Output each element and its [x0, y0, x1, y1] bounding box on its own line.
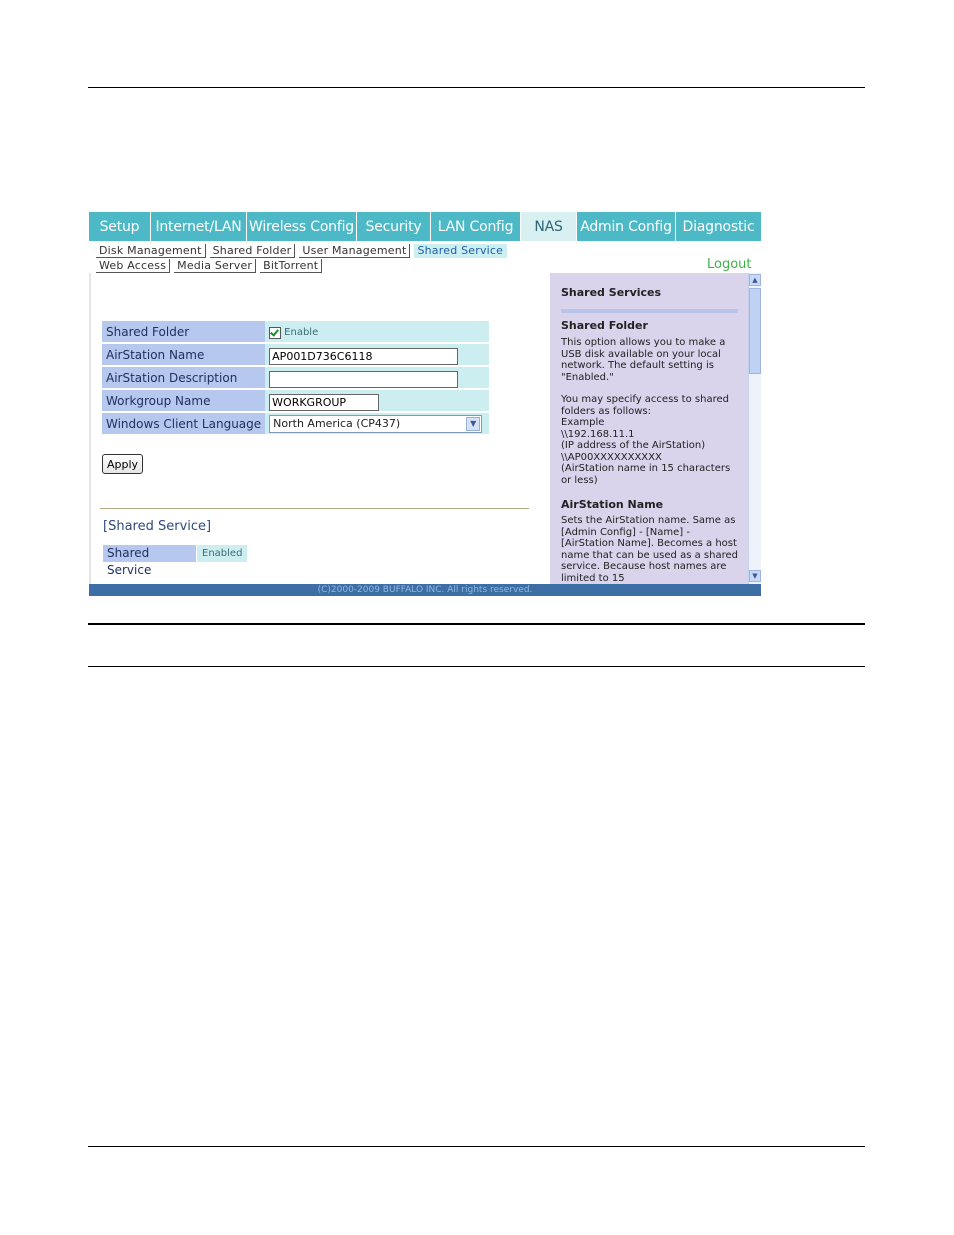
- help-separator: [561, 309, 738, 313]
- copyright-footer: (C)2000-2009 BUFFALO INC. All rights reserved.: [89, 584, 761, 596]
- subnav-row-2: [96, 259, 322, 273]
- subtab-disk-management[interactable]: Disk Management: [96, 244, 206, 258]
- client-language-selected: North America (CP437): [273, 417, 401, 430]
- airstation-name-label: AirStation Name: [102, 344, 265, 365]
- form-row-shared-folder: [102, 321, 489, 342]
- subtab-web-access[interactable]: Web Access: [96, 259, 170, 273]
- caption-bottom-rule: [88, 666, 865, 667]
- tab-setup[interactable]: Setup: [89, 212, 151, 241]
- shared-folder-label: Shared Folder: [102, 321, 265, 342]
- logout-link[interactable]: Logout: [707, 257, 752, 272]
- tab-internet-lan[interactable]: Internet/LAN: [151, 212, 247, 241]
- client-language-select[interactable]: [269, 415, 482, 433]
- chevron-down-icon[interactable]: ▼: [466, 417, 480, 431]
- airstation-description-input[interactable]: [269, 371, 458, 388]
- form-row-airstation-description: [102, 367, 489, 388]
- scroll-down-icon[interactable]: ▼: [749, 570, 761, 582]
- help-heading-shared-folder: Shared Folder: [561, 319, 648, 332]
- section-divider: [100, 508, 529, 509]
- tab-security[interactable]: Security: [357, 212, 431, 241]
- apply-button[interactable]: Apply: [102, 454, 143, 474]
- top-nav: [89, 212, 761, 241]
- help-panel: [550, 273, 748, 584]
- airstation-description-cell: [265, 367, 489, 388]
- tab-wireless-config[interactable]: Wireless Config: [247, 212, 357, 241]
- client-language-label: Windows Client Language: [102, 413, 265, 434]
- workgroup-name-input[interactable]: [269, 394, 379, 411]
- shared-service-status-label: Shared Service: [103, 545, 196, 562]
- help-text-airstation-name: Sets the AirStation name. Same as [Admin Config] - [Name] - [AirStation Name]. Becomes a host name that can be used as a shared service. Because host names are limited to 15: [561, 515, 738, 584]
- scrollbar-thumb[interactable]: [749, 288, 761, 374]
- airstation-name-input[interactable]: [269, 348, 458, 365]
- shared-service-status-value: Enabled: [197, 545, 247, 562]
- subnav-row-1: [96, 244, 507, 258]
- subtab-user-management[interactable]: User Management: [299, 244, 410, 258]
- caption-top-rule: [88, 623, 865, 625]
- shared-folder-value: [265, 321, 489, 342]
- client-language-cell: [265, 413, 489, 434]
- form-row-airstation-name: [102, 344, 489, 365]
- main-content: [89, 273, 550, 584]
- workgroup-name-cell: [265, 390, 489, 411]
- form-row-workgroup: [102, 390, 489, 411]
- help-text-shared-folder: This option allows you to make a USB disk available on your local network. The default setting is "Enabled.": [561, 337, 726, 383]
- tab-nas[interactable]: NAS: [521, 212, 577, 241]
- form-row-client-language: [102, 413, 489, 434]
- workgroup-name-label: Workgroup Name: [102, 390, 265, 411]
- help-heading-airstation-name: AirStation Name: [561, 498, 664, 511]
- tab-admin-config[interactable]: Admin Config: [577, 212, 676, 241]
- airstation-name-cell: [265, 344, 489, 365]
- help-text-access: You may specify access to shared folders as follows: Example \\192.168.11.1 (IP address of the AirStation) \\AP00XXXXXXXXXX (AirStation name in 15 characters or less): [561, 394, 731, 486]
- airstation-description-label: AirStation Description: [102, 367, 265, 388]
- subtab-shared-service[interactable]: Shared Service: [414, 244, 507, 258]
- scroll-up-icon[interactable]: ▲: [749, 274, 761, 286]
- page-bottom-rule: [88, 1146, 865, 1147]
- tab-lan-config[interactable]: LAN Config: [431, 212, 521, 241]
- help-title: Shared Services: [561, 286, 662, 299]
- subtab-media-server[interactable]: Media Server: [174, 259, 256, 273]
- router-admin-screenshot: [89, 212, 761, 596]
- subtab-shared-folder[interactable]: Shared Folder: [210, 244, 296, 258]
- page-top-rule: [88, 87, 865, 88]
- status-section-title: [Shared Service]: [103, 519, 212, 534]
- enable-checkbox[interactable]: [269, 327, 281, 339]
- shared-service-form: [102, 319, 489, 436]
- help-scrollbar[interactable]: [748, 273, 761, 584]
- tab-diagnostic[interactable]: Diagnostic: [676, 212, 761, 241]
- enable-checkbox-label: Enable: [284, 327, 319, 338]
- subtab-bittorrent[interactable]: BitTorrent: [260, 259, 322, 273]
